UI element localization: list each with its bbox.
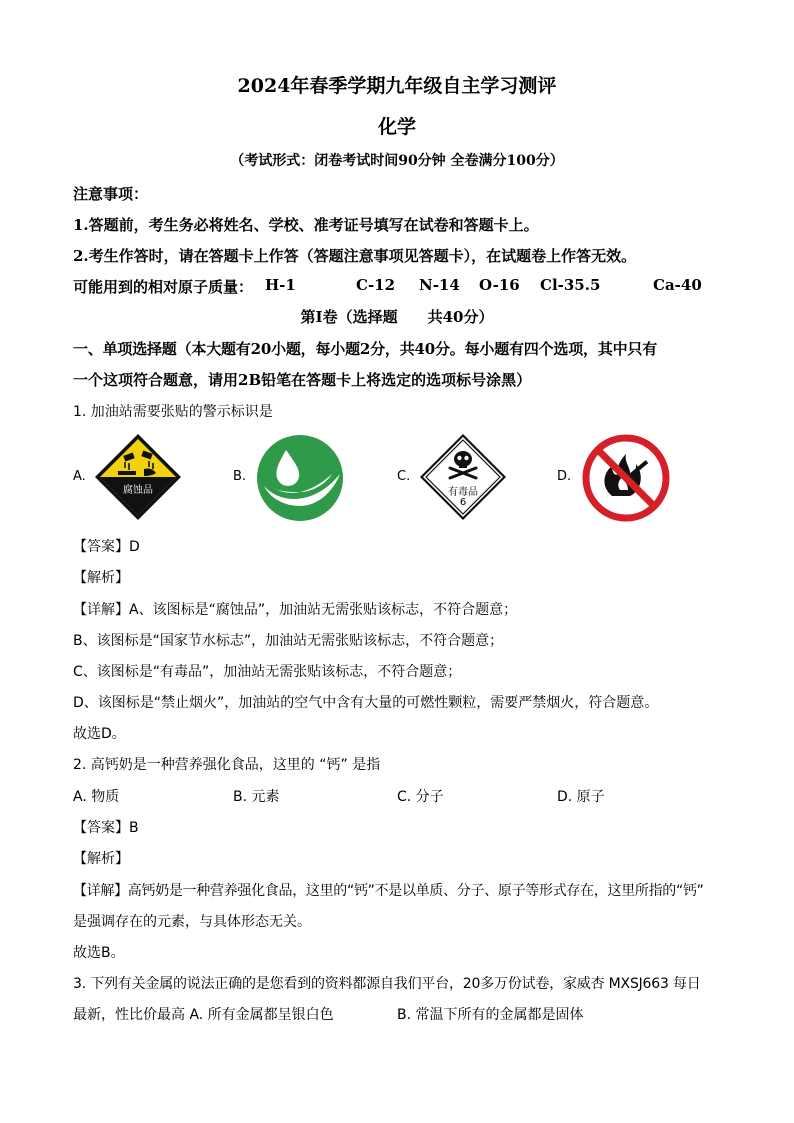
- toxic-sign-class: 6: [459, 497, 467, 508]
- corrosive-sign-icon: [94, 433, 182, 521]
- q3-stem-line1: 3. 下列有关金属的说法正确的是您看到的资料都源自我们平台，20多万份试卷，家威杏 MXSJ663 每日: [73, 976, 701, 992]
- q2-answer: 【答案】B: [73, 820, 139, 836]
- atomic-mass-n: N-14: [419, 276, 460, 294]
- notice-item: 1.答题前，考生务必将姓名、学校、准考证号填写在试卷和答题卡上。: [73, 216, 539, 234]
- exam-info: （考试形式：闭卷考试时间90分钟 全卷满分100分）: [230, 153, 564, 169]
- section-desc-line1: 一、单项选择题（本大题有20小题，每小题2分，共40分。每小题有四个选项，其中只有: [73, 340, 657, 358]
- q1-option-c-label: C.: [397, 469, 411, 484]
- q2-option-b: B. 元素: [233, 789, 280, 805]
- q1-answer: 【答案】D: [73, 539, 140, 555]
- q1-detail-line: 【详解】A、该图标是“腐蚀品”，加油站无需张贴该标志，不符合题意；: [73, 602, 518, 618]
- atomic-mass-ca: Ca-40: [653, 276, 702, 294]
- q1-detail-line: B、该图标是“国家节水标志”，加油站无需张贴该标志，不符合题意；: [73, 633, 504, 649]
- q3-option-b: B. 常温下所有的金属都是固体: [397, 1007, 584, 1023]
- toxic-sign-text: 有毒品: [448, 487, 478, 498]
- atomic-mass-h: H-1: [265, 276, 296, 294]
- q1-stem: 1. 加油站需要张贴的警示标识是: [73, 404, 273, 420]
- atomic-mass-cl: Cl-35.5: [540, 276, 601, 294]
- q2-stem: 2. 高钙奶是一种营养强化食品，这里的 “钙” 是指: [73, 757, 381, 773]
- exam-title: 2024年春季学期九年级自主学习测评: [237, 75, 557, 97]
- q1-option-b-label: B.: [233, 469, 247, 484]
- part1-title: 第Ⅰ卷（选择题 共40分）: [300, 308, 494, 326]
- q1-conclusion: 故选D。: [73, 726, 126, 742]
- atomic-mass-o: O-16: [479, 276, 520, 294]
- q2-option-c: C. 分子: [397, 789, 444, 805]
- section-desc-line2: 一个这项符合题意，请用2B铅笔在答题卡上将选定的选项标号涂黑）: [73, 371, 532, 389]
- notice-heading: 注意事项：: [73, 185, 149, 203]
- water-saving-sign-icon: [256, 434, 344, 522]
- q1-detail-line: C、该图标是“有毒品”，加油站无需张贴该标志，不符合题意；: [73, 664, 462, 680]
- q1-detail-line: D、该图标是“禁止烟火”，加油站的空气中含有大量的可燃性颗粒，需要严禁烟火，符合题意。: [73, 695, 659, 711]
- q1-option-a-label: A.: [73, 469, 86, 484]
- q2-detail-line: 【详解】高钙奶是一种营养强化食品，这里的“钙”不是以单质、分子、原子等形式存在，这里所指的“钙”: [73, 883, 704, 899]
- corrosive-sign-text: 腐蚀品: [123, 485, 153, 496]
- subject-title: 化学: [377, 116, 416, 138]
- q2-option-a: A. 物质: [73, 789, 120, 805]
- q1-analysis-heading: 【解析】: [73, 570, 129, 586]
- atomic-mass-label: 可能用到的相对原子质量：: [73, 278, 254, 296]
- q1-option-d-label: D.: [557, 469, 572, 484]
- q2-detail-line: 是强调存在的元素，与具体形态无关。: [73, 914, 311, 930]
- atomic-mass-c: C-12: [356, 276, 396, 294]
- q3-stem-line2: 最新，性比价最高 A. 所有金属都呈银白色: [73, 1007, 334, 1023]
- q2-analysis-heading: 【解析】: [73, 851, 129, 867]
- q2-option-d: D. 原子: [557, 789, 605, 805]
- notice-item: 2.考生作答时，请在答题卡上作答（答题注意事项见答题卡），在试题卷上作答无效。: [73, 247, 637, 265]
- q2-conclusion: 故选B。: [73, 945, 125, 961]
- no-fire-sign-icon: [582, 434, 670, 522]
